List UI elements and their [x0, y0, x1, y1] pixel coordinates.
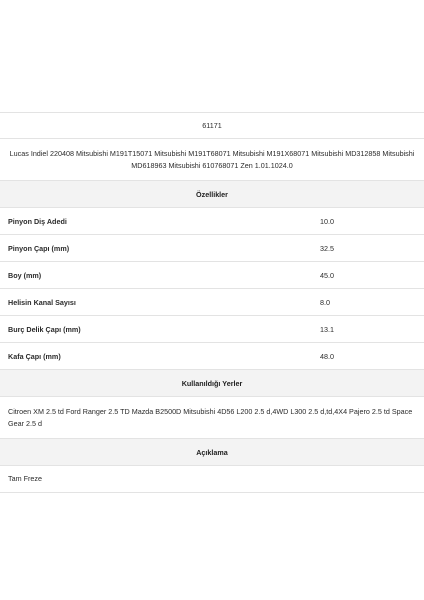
specs-heading: Özellikler	[196, 189, 228, 199]
product-code-row	[0, 112, 424, 138]
product-code: 61171	[202, 121, 222, 130]
spec-row	[0, 261, 424, 288]
specs-heading-row	[0, 180, 424, 207]
description-row	[0, 465, 424, 493]
spec-row	[0, 342, 424, 369]
spec-row	[0, 207, 424, 234]
spec-value: 8.0	[320, 297, 330, 307]
spec-value: 32.5	[320, 243, 334, 253]
spec-row	[0, 288, 424, 315]
description-heading: Açıklama	[196, 447, 228, 457]
spec-label: Burç Delik Çapı (mm)	[8, 324, 81, 334]
spec-value: 10.0	[320, 216, 334, 226]
usage-heading-row	[0, 369, 424, 396]
spec-label: Pinyon Çapı (mm)	[8, 243, 70, 253]
spec-label: Kafa Çapı (mm)	[8, 351, 61, 361]
usage-heading: Kullanıldığı Yerler	[181, 378, 243, 388]
spec-label: Boy (mm)	[8, 270, 42, 280]
spec-value: 45.0	[320, 270, 334, 280]
spec-value: 13.1	[320, 324, 334, 334]
description-heading-row	[0, 438, 424, 465]
usage-text: Citroen XM 2.5 td Ford Ranger 2.5 TD Mazda B2500D Mitsubishi 4D56 L200 2.5 d,4WD L300 2.5 d,td,4X4 Pajero 2.5 td Space Gear 2.5 d	[8, 406, 413, 428]
compatibility-text: Lucas Indiel 220408 Mitsubishi M191T15071 Mitsubishi M191T68071 Mitsubishi M191X68071 Mitsubishi MD312858 Mitsubishi MD618963 Mitsubishi 610768071 Zen 1.01.1024.0	[9, 148, 415, 170]
compatibility-row	[0, 138, 424, 180]
spec-label: Helisin Kanal Sayısı	[8, 297, 76, 307]
spec-row	[0, 315, 424, 342]
spec-row	[0, 234, 424, 261]
product-detail-table	[0, 112, 424, 493]
spec-value: 48.0	[320, 351, 334, 361]
usage-row	[0, 396, 424, 438]
spec-label: Pinyon Diş Adedi	[8, 216, 67, 226]
description-text: Tam Freze	[8, 474, 42, 483]
